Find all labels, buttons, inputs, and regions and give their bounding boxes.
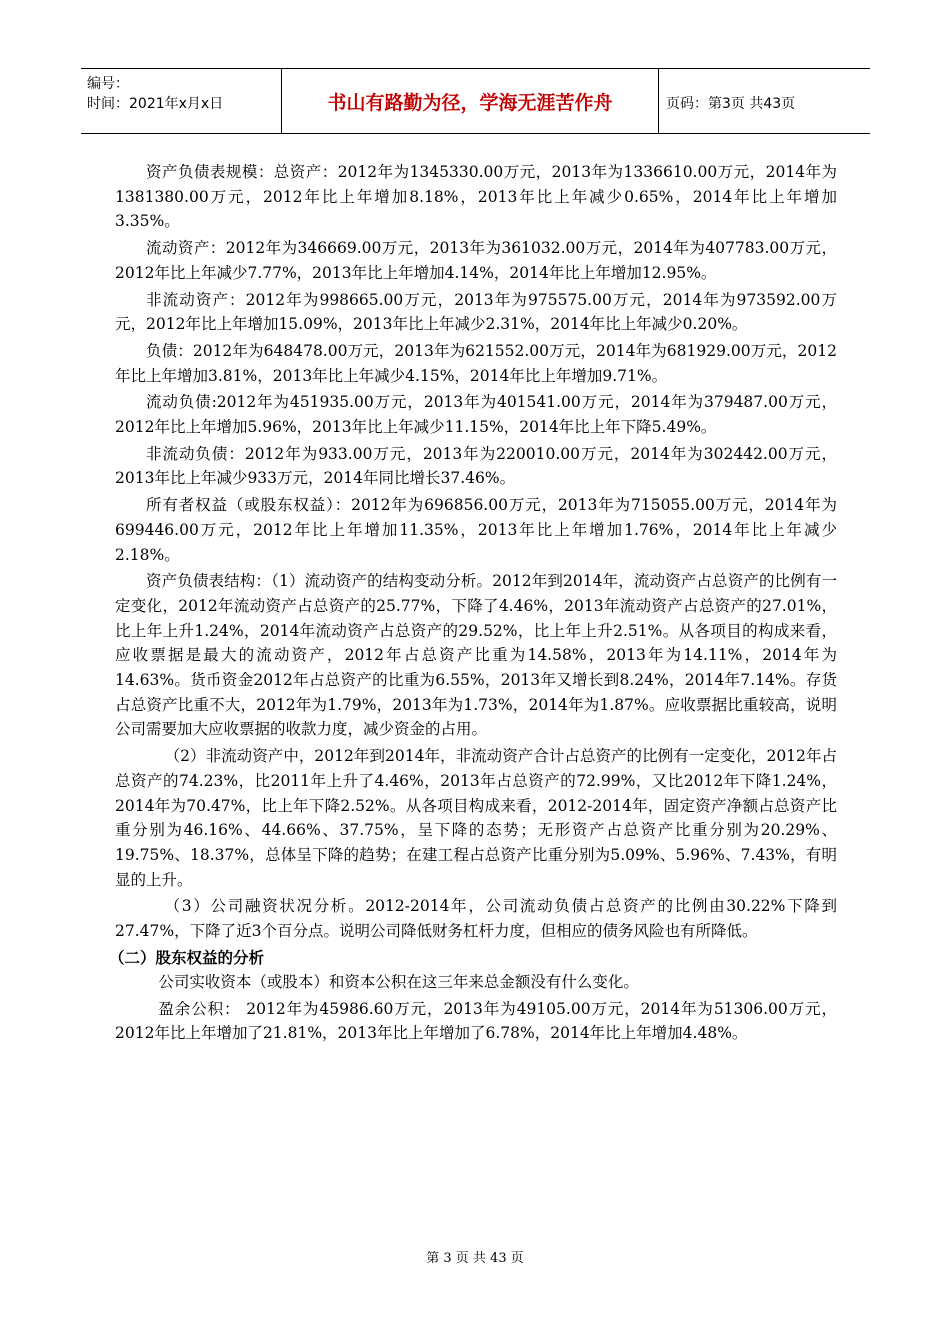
section-heading-equity-analysis: （二）股东权益的分析 <box>109 948 265 967</box>
header-page-cell <box>659 69 870 133</box>
paragraph-structure-non-current-assets: （2）非流动资产中，2012年到2014年，非流动资产合计占总资产的比例有一定变化，2012年占总资产的74.23%，比2011年上升了4.46%，2013年占总资产的72.99%，又比2012年下降1.24%，2014年为70.47%，比上年下降2.52%。从各项目构成来看，2012-2014年，固定资产净额占总资产比重分别为46.16%、44.66%、37.75%，呈下降的态势；无形资产占总资产比重分别为20.29%、19.75%、18.37%，总体呈下降的趋势；在建工程占总资产比重分别为5.09%、5.96%、7.43%，有明显的上升。 <box>115 747 837 889</box>
document-header <box>81 68 870 134</box>
page-footer: 第 3 页 共 43 页 <box>426 1251 524 1266</box>
header-meta-cell <box>81 69 282 133</box>
paragraph-balance-sheet-scale: 资产负债表规模：总资产：2012年为1345330.00万元，2013年为1336610.00万元，2014年为1381380.00万元，2012年比上年增加8.18%，2013年比上年减少0.65%，2014年比上年增加3.35%。 <box>115 163 837 231</box>
document-date-label: 时间：2021年x月x日 <box>87 96 224 112</box>
document-body <box>109 160 837 1048</box>
paragraph-paid-in-capital: 公司实收资本（或股本）和资本公积在这三年来总金额没有什么变化。 <box>158 972 639 991</box>
header-page-label: 页码：第3页 共43页 <box>666 96 796 112</box>
paragraph-surplus-reserve: 盈余公积： 2012年为45986.60万元，2013年为49105.00万元，2014年为51306.00万元，2012年比上年增加了21.81%，2013年比上年增加了6.78%，2014年比上年增加4.48%。 <box>115 999 837 1043</box>
header-motto-cell <box>282 69 659 133</box>
header-motto: 书山有路勤为径，学海无涯苦作舟 <box>327 92 613 114</box>
paragraph-owners-equity: 所有者权益（或股东权益）：2012年为696856.00万元，2013年为715055.00万元，2014年为699446.00万元，2012年比上年增加11.35%，2013年比上年增加1.76%，2014年比上年减少2.18%。 <box>115 496 837 564</box>
paragraph-current-liabilities: 流动负债:2012年为451935.00万元，2013年为401541.00万元，2014年为379487.00万元，2012年比上年增加5.96%，2013年比上年减少11.15%，2014年比上年下降5.49%。 <box>115 393 837 437</box>
paragraph-non-current-assets: 非流动资产：2012年为998665.00万元，2013年为975575.00万元，2014年为973592.00万元，2012年比上年增加15.09%，2013年比上年减少2.31%，2014年比上年减少0.20%。 <box>115 290 837 334</box>
document-code-label: 编号： <box>87 76 129 92</box>
paragraph-financing-analysis: （3）公司融资状况分析。2012-2014年，公司流动负债占总资产的比例由30.22%下降到27.47%，下降了近3个百分点。说明公司降低财务杠杆力度，但相应的债务风险也有所降低。 <box>115 897 837 941</box>
paragraph-liabilities: 负债：2012年为648478.00万元，2013年为621552.00万元，2014年为681929.00万元，2012年比上年增加3.81%，2013年比上年减少4.15%，2014年比上年增加9.71%。 <box>115 341 837 385</box>
paragraph-current-assets: 流动资产：2012年为346669.00万元，2013年为361032.00万元，2014年为407783.00万元，2012年比上年减少7.77%，2013年比上年增加4.14%，2014年比上年增加12.95%。 <box>115 239 837 282</box>
paragraph-structure-current-assets: 资产负债表结构：（1）流动资产的结构变动分析。2012年到2014年，流动资产占总资产的比例有一定变化，2012年流动资产占总资产的25.77%，下降了4.46%，2013年流动资产占总资产的27.01%，比上年上升1.24%，2014年流动资产占总资产的29.52%，比上年上升2.51%。从各项目的构成来看，应收票据是最大的流动资产，2012年占总资产比重为14.58%，2013年为14.11%，2014年为14.63%。货币资金2012年占总资产的比重为6.55%，2013年又增长到8.24%，2014年7.14%。存货占总资产比重不大，2012年为1.79%，2013年为1.73%，2014年为1.87%。应收票据比重较高，说明公司需要加大应收票据的收款力度，减少资金的占用。 <box>115 572 837 739</box>
paragraph-non-current-liabilities: 非流动负债：2012年为933.00万元，2013年为220010.00万元，2014年为302442.00万元，2013年比上年减少933万元，2014年同比增长37.46%。 <box>115 444 837 488</box>
